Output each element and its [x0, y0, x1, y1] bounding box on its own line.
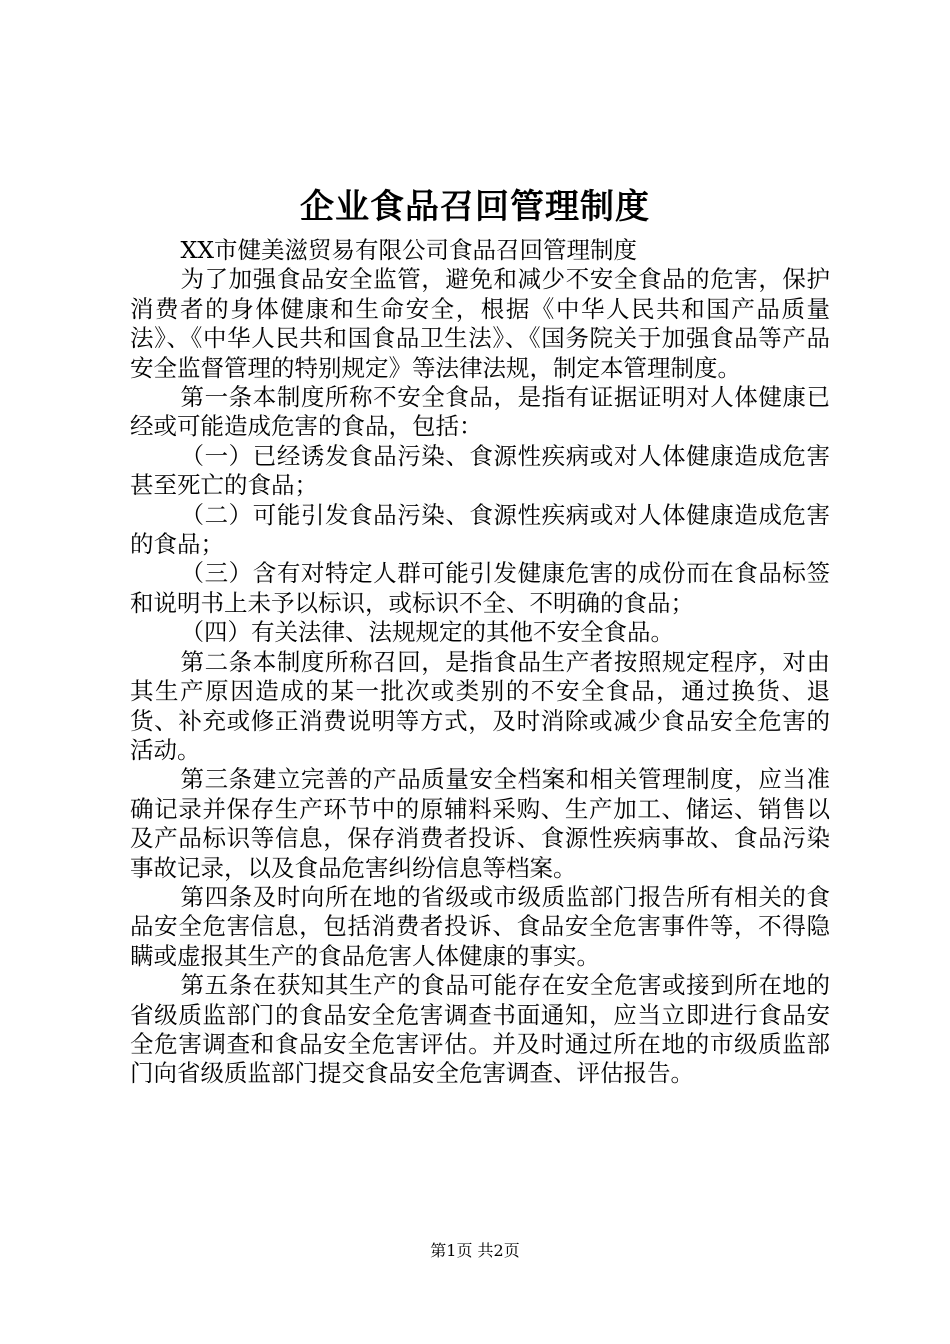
- document-body: [130, 236, 830, 1089]
- document-title: 企业食品召回管理制度: [300, 187, 650, 227]
- page-footer: 第1页 共2页: [430, 1241, 520, 1260]
- paragraph-item-4: （四）有关法律、法规规定的其他不安全食品。: [180, 618, 675, 647]
- paragraph-article-4: 第四条及时向所在地的省级或市级质监部门报告所有相关的食品安全危害信息，包括消费者投诉、食品安全危害事件等，不得隐瞒或虚报其生产的食品危害人体健康的事实。: [130, 882, 830, 970]
- paragraph-article-2: 第二条本制度所称召回，是指食品生产者按照规定程序，对由其生产原因造成的某一批次或类别的不安全食品，通过换货、退货、补充或修正消费说明等方式，及时消除或减少食品安全危害的活动。: [130, 647, 830, 764]
- paragraph-company-heading: XX市健美滋贸易有限公司食品召回管理制度: [180, 236, 637, 264]
- paragraph-item-2: （二）可能引发食品污染、食源性疾病或对人体健康造成危害的食品；: [130, 500, 830, 559]
- paragraph-item-1: （一）已经诱发食品污染、食源性疾病或对人体健康造成危害甚至死亡的食品；: [130, 441, 830, 500]
- paragraph-preamble: 为了加强食品安全监管，避免和减少不安全食品的危害，保护消费者的身体健康和生命安全，根据《中华人民共和国产品质量法》、《中华人民共和国食品卫生法》、《国务院关于加强食品等产品安全监督管理的特别规定》等法律法规，制定本管理制度。: [130, 265, 830, 382]
- paragraph-article-3: 第三条建立完善的产品质量安全档案和相关管理制度，应当准确记录并保存生产环节中的原辅料采购、生产加工、储运、销售以及产品标识等信息，保存消费者投诉、食源性疾病事故、食品污染事故记录，以及食品危害纠纷信息等档案。: [130, 765, 830, 882]
- paragraph-article-1: 第一条本制度所称不安全食品，是指有证据证明对人体健康已经或可能造成危害的食品，包括：: [130, 383, 830, 441]
- paragraph-item-3: （三）含有对特定人群可能引发健康危害的成份而在食品标签和说明书上未予以标识，或标识不全、不明确的食品；: [130, 559, 830, 617]
- paragraph-article-5: 第五条在获知其生产的食品可能存在安全危害或接到所在地的省级质监部门的食品安全危害调查书面通知，应当立即进行食品安全危害调查和食品安全危害评估。并及时通过所在地的市级质监部门向省级质监部门提交食品安全危害调查、评估报告。: [130, 971, 830, 1088]
